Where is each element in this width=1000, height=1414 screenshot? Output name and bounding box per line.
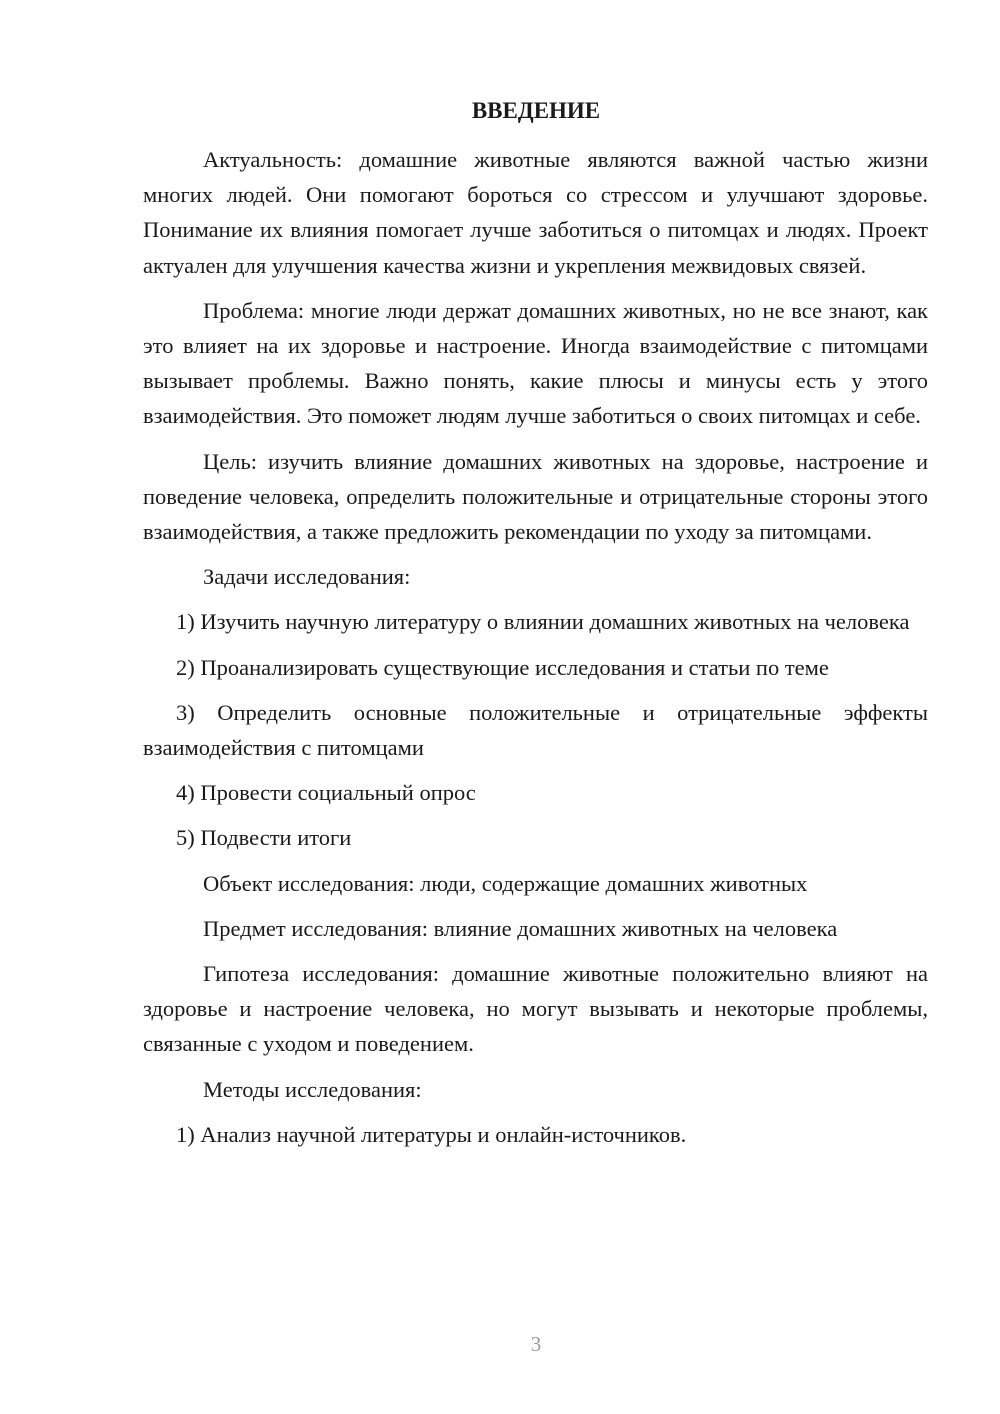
page-title: ВВЕДЕНИЕ [471,98,601,123]
page-number: 3 [530,1332,542,1356]
tasks-heading: Задачи исследования: [203,564,411,590]
task-item-3: 3) Определить основные положительные и отрицательные эффекты взаимодействия с питомцами [143,699,928,761]
task-item-4: 4) Провести социальный опрос [176,780,476,806]
task-item-1: 1) Изучить научную литературу о влиянии домашних животных на человека [176,609,910,635]
paragraph-problem: Проблема: многие люди держат домашних животных, но не все знают, как это влияет на их здоровье и настроение. Иногда взаимодействие с питомцами вызывает проблемы. Важно понять, какие плюсы и минусы есть у этого взаимодействия. Это поможет людям лучше заботиться о своих питомцах и себе. [143,297,928,429]
paragraph-object: Объект исследования: люди, содержащие домашних животных [203,870,808,896]
document-body [143,142,928,1162]
methods-heading: Методы исследования: [203,1076,422,1102]
method-item-1: 1) Анализ научной литературы и онлайн-источников. [176,1121,687,1147]
paragraph-subject: Предмет исследования: влияние домашних животных на человека [203,915,838,941]
task-item-2: 2) Проанализировать существующие исследования и статьи по теме [176,654,829,680]
paragraph-goal: Цель: изучить влияние домашних животных на здоровье, настроение и поведение человека, определить положительные и отрицательные стороны этого взаимодействия, а также предложить рекомендации по уходу за питомцами. [143,448,928,545]
task-item-5: 5) Подвести итоги [176,825,352,851]
paragraph-relevance: Актуальность: домашние животные являются важной частью жизни многих людей. Они помогают бороться со стрессом и улучшают здоровье. Понимание их влияния помогает лучше заботиться о питомцах и людях. Проект актуален для улучшения качества жизни и укрепления межвидовых связей. [143,147,928,278]
paragraph-hypothesis: Гипотеза исследования: домашние животные положительно влияют на здоровье и настроение человека, но могут вызывать и некоторые проблемы, связанные с уходом и поведением. [143,961,928,1057]
